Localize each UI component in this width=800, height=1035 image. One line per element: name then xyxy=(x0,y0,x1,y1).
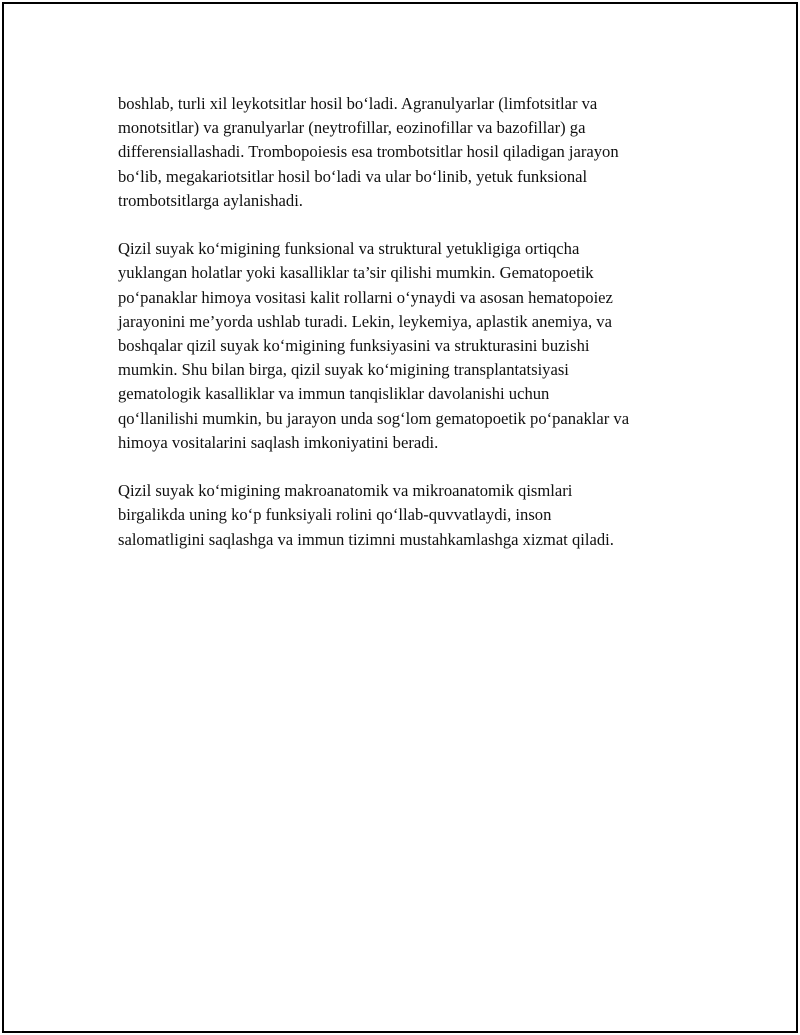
paragraph-1 xyxy=(118,92,698,213)
text-line: po‘panaklar himoya vositasi kalit rollarni o‘ynaydi va asosan hematopoiez xyxy=(118,287,613,307)
text-line: salomatligini saqlashga va immun tizimni mustahkamlashga xizmat qiladi. xyxy=(118,529,614,549)
text-line: boshqalar qizil suyak ko‘migining funksiyasini va strukturasini buzishi xyxy=(118,336,590,356)
text-line: bo‘lib, megakariotsitlar hosil bo‘ladi va ular bo‘linib, yetuk funksional xyxy=(118,166,588,186)
text-line: birgalikda uning ko‘p funksiyali rolini qo‘llab-quvvatlaydi, inson xyxy=(118,505,552,525)
text-line: himoya vositalarini saqlash imkoniyatini beradi. xyxy=(118,432,439,452)
paragraph-2 xyxy=(118,237,698,455)
text-line: mumkin. Shu bilan birga, qizil suyak ko‘migining transplantatsiyasi xyxy=(118,360,569,380)
text-line: Qizil suyak ko‘migining makroanatomik va mikroanatomik qismlari xyxy=(118,481,573,501)
text-line: trombotsitlarga aylanishadi. xyxy=(118,190,303,210)
paragraph-3 xyxy=(118,479,698,552)
text-line: qo‘llanilishi mumkin, bu jarayon unda sog‘lom gematopoetik po‘panaklar va xyxy=(118,408,630,428)
text-line: differensiallashadi. Trombopoiesis esa trombotsitlar hosil qiladigan jarayon xyxy=(118,142,619,162)
text-line: monotsitlar) va granulyarlar (neytrofillar, eozinofillar va bazofillar) ga xyxy=(118,118,586,138)
text-line: jarayonini me’yorda ushlab turadi. Lekin, leykemiya, aplastik anemiya, va xyxy=(118,311,612,331)
text-line: yuklangan holatlar yoki kasalliklar ta’sir qilishi mumkin. Gematopoetik xyxy=(118,263,594,283)
text-line: Qizil suyak ko‘migining funksional va struktural yetukligiga ortiqcha xyxy=(118,239,580,259)
text-line: boshlab, turli xil leykotsitlar hosil bo‘ladi. Agranulyarlar (limfotsitlar va xyxy=(118,94,598,113)
document-body xyxy=(118,92,698,576)
text-line: gematologik kasalliklar va immun tanqisliklar davolanishi uchun xyxy=(118,384,550,404)
